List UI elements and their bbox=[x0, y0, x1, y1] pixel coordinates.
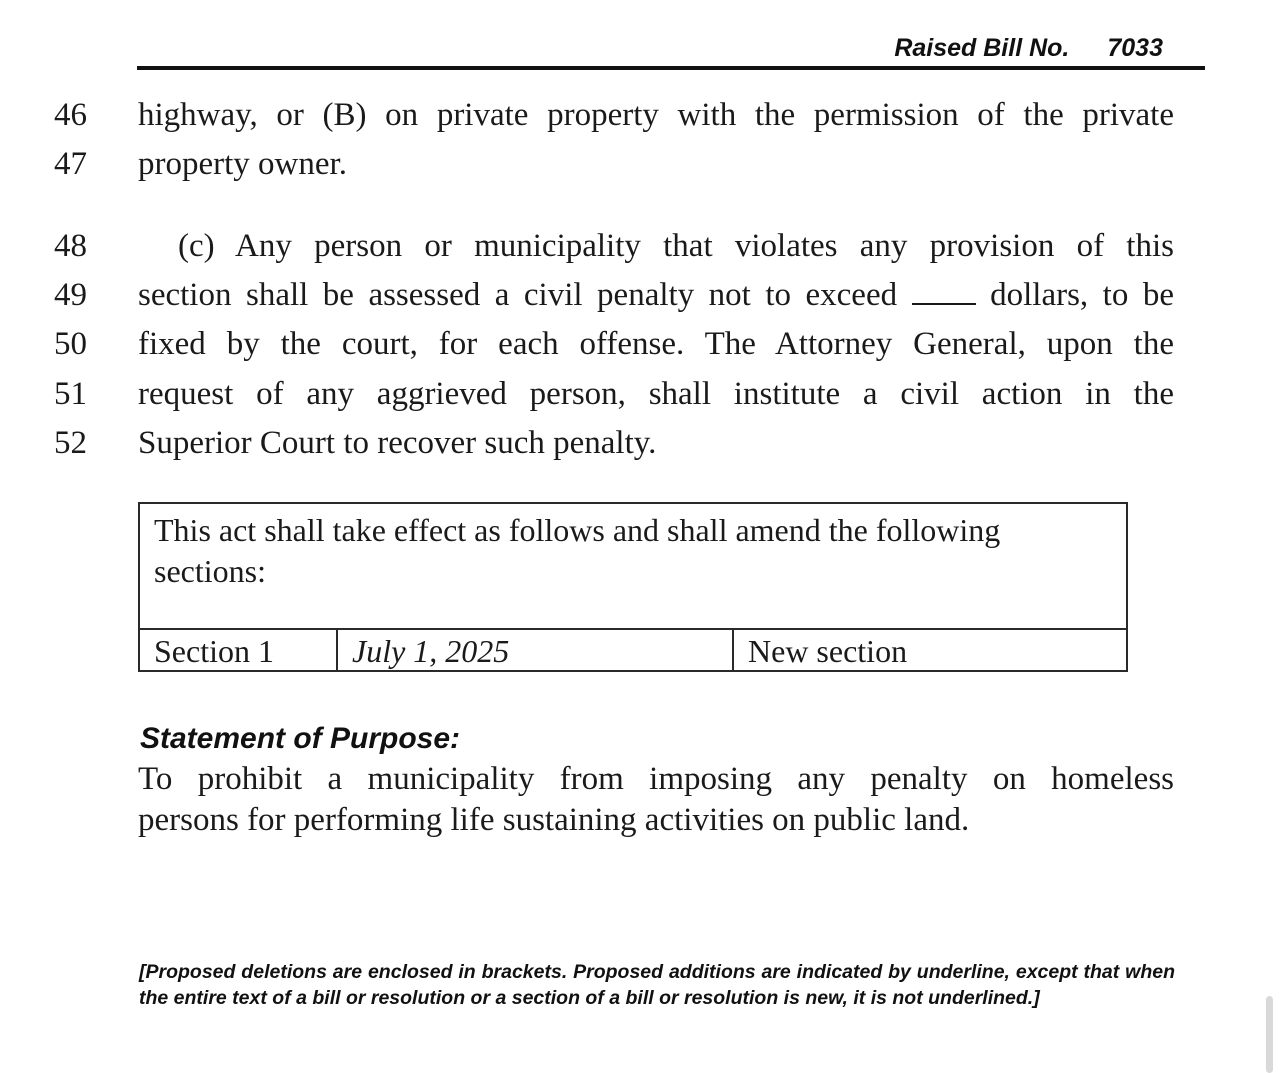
line-number: 47 bbox=[54, 146, 87, 182]
bill-line bbox=[0, 275, 1284, 315]
line-text: fixed by the court, for each offense. The Attorney General, upon the bbox=[138, 326, 1174, 362]
bill-line bbox=[0, 374, 1284, 414]
line-number: 50 bbox=[54, 326, 87, 362]
formatting-note: [Proposed deletions are enclosed in brackets. Proposed additions are indicated by underline, except that when the entire text of a bill or resolution or a section of a bill or resolution is new, it is not underlined.] bbox=[139, 961, 1175, 1009]
effective-table-intro: This act shall take effect as follows and shall amend the following sections: bbox=[154, 512, 1001, 589]
line-number: 51 bbox=[54, 376, 87, 412]
bill-line bbox=[0, 144, 1284, 184]
line-text: property owner. bbox=[138, 146, 347, 182]
bill-line bbox=[0, 226, 1284, 266]
penalty-amount-blank bbox=[912, 277, 976, 305]
line-text-after-blank: dollars, to be bbox=[990, 277, 1174, 313]
line-number: 46 bbox=[54, 97, 87, 133]
section-type-cell: New section bbox=[732, 630, 1118, 672]
bill-label: Raised Bill No. bbox=[894, 34, 1070, 62]
line-text: request of any aggrieved person, shall institute a civil action in the bbox=[138, 376, 1174, 412]
bill-header-title bbox=[894, 34, 1163, 63]
line-number: 48 bbox=[54, 228, 87, 264]
bill-number: 7033 bbox=[1107, 34, 1163, 62]
scrollbar[interactable] bbox=[1266, 996, 1273, 1073]
line-text: Superior Court to recover such penalty. bbox=[138, 425, 657, 461]
statement-of-purpose-line: persons for performing life sustaining activities on public land. bbox=[138, 802, 970, 838]
effective-date-table bbox=[138, 502, 1128, 672]
line-text: highway, or (B) on private property with the permission of the private bbox=[138, 97, 1174, 133]
statement-of-purpose-line: To prohibit a municipality from imposing any penalty on homeless bbox=[138, 761, 1174, 797]
bill-line bbox=[0, 423, 1284, 463]
section-cell: Section 1 bbox=[154, 633, 274, 669]
line-text: (c) Any person or municipality that violates any provision of this bbox=[178, 228, 1174, 264]
line-text-before-blank: section shall be assessed a civil penalty not to exceed bbox=[138, 277, 898, 313]
bill-line bbox=[0, 324, 1284, 364]
line-text bbox=[138, 275, 1174, 315]
line-number: 52 bbox=[54, 425, 87, 461]
line-number: 49 bbox=[54, 277, 87, 313]
table-row bbox=[140, 628, 1126, 672]
bill-line bbox=[0, 95, 1284, 135]
statement-of-purpose-heading: Statement of Purpose: bbox=[140, 722, 461, 755]
page-header bbox=[137, 30, 1205, 70]
effective-date-cell: July 1, 2025 bbox=[336, 630, 732, 672]
